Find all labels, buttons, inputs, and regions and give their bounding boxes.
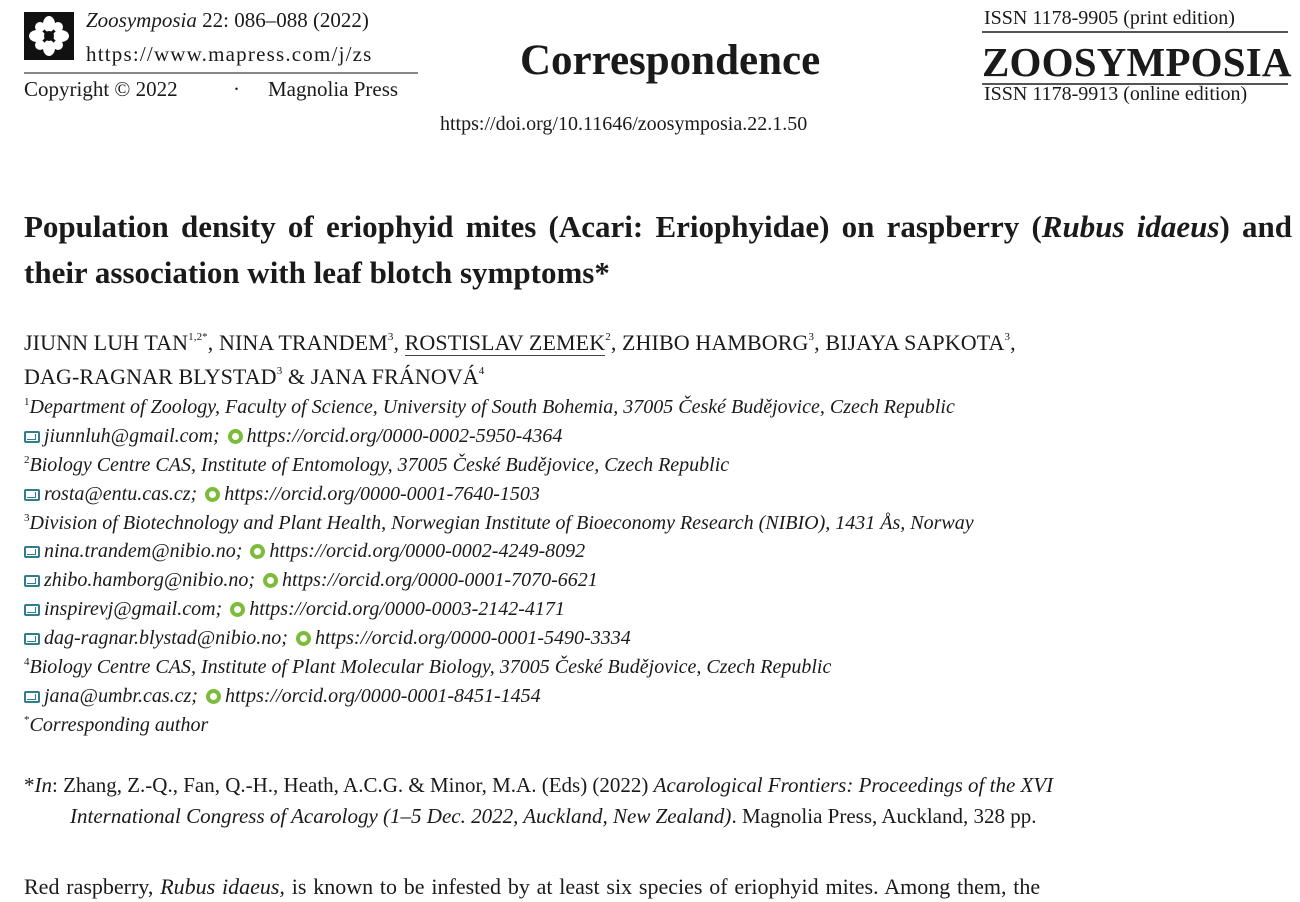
email-link[interactable]: zhibo.hamborg@nibio.no; — [44, 569, 255, 592]
orcid-link[interactable]: https://orcid.org/0000-0001-8451-1454 — [224, 684, 541, 707]
journal-wordmark: ZOOSYMPOSIA — [982, 39, 1292, 85]
affiliation-sup: 2 — [24, 453, 30, 466]
contact-line — [24, 682, 974, 711]
journal-url-link[interactable]: https://www.mapress.com/j/zs — [86, 42, 373, 66]
author-affiliation-sup: 3 — [808, 331, 815, 343]
header-divider-left — [24, 72, 418, 74]
corresponding-author-note — [24, 711, 974, 740]
orcid-icon — [263, 573, 278, 588]
journal-name: Zoosymposia — [86, 8, 197, 32]
affiliation-sup: 1 — [24, 396, 30, 408]
footnote-editors: : Zhang, Z.-Q., Fan, Q.-H., Heath, A.C.G. & Minor, M.A. (Eds) (2022) — [52, 773, 654, 797]
corresponding-text: Corresponding author — [29, 713, 209, 736]
author-list — [24, 326, 1290, 394]
copyright-notice: Copyright © 2022 — [24, 77, 178, 101]
author-name: ZHIBO HAMBORG — [622, 330, 809, 355]
body-text-part-1: Red raspberry, — [24, 874, 161, 899]
journal-logo-icon — [24, 12, 74, 60]
orcid-icon — [206, 689, 221, 704]
author-separator: , — [1010, 330, 1016, 355]
journal-citation — [86, 8, 369, 33]
orcid-icon — [205, 487, 220, 502]
orcid-icon — [230, 602, 245, 617]
author-separator: , — [610, 330, 623, 355]
email-icon — [24, 575, 40, 587]
affiliation-text: Division of Biotechnology and Plant Health, Norwegian Institute of Bioeconomy Research (NIBIO), 1431 Ås, Norway — [29, 511, 974, 534]
author-affiliation-sup: 3 — [276, 365, 283, 377]
affiliation-sup: 4 — [24, 656, 30, 669]
email-icon — [24, 489, 40, 501]
affiliation-3 — [24, 509, 974, 538]
contact-line — [24, 595, 974, 624]
contact-line — [24, 537, 974, 566]
contact-line — [24, 624, 974, 653]
author-name: DAG-RAGNAR BLYSTAD — [24, 364, 277, 389]
email-icon — [24, 633, 40, 645]
publisher-name: Magnolia Press — [268, 77, 399, 101]
author-name-linked[interactable]: ROSTISLAV ZEMEK — [404, 330, 606, 355]
orcid-icon — [296, 631, 311, 646]
volume-pages: 22: 086–088 (2022) — [196, 8, 369, 32]
author-name: NINA TRANDEM — [218, 330, 388, 355]
email-icon — [24, 431, 40, 443]
body-text-part-2: is known to be infested by at least six species of eriophyid mites. Among them, the — [284, 874, 1041, 899]
footnote-line-2 — [24, 801, 1290, 832]
issn-print: ISSN 1178-9905 (print edition) — [984, 7, 1235, 29]
title-italic-species: Rubus idaeus — [1041, 209, 1220, 244]
contact-line — [24, 480, 974, 509]
doi-link[interactable]: https://doi.org/10.11646/zoosymposia.22.1.50 — [440, 113, 808, 135]
email-link[interactable]: rosta@entu.cas.cz; — [44, 482, 198, 505]
article-title — [24, 204, 1292, 296]
orcid-link[interactable]: https://orcid.org/0000-0002-5950-4364 — [246, 424, 563, 447]
header-separator: · — [233, 77, 240, 101]
author-affiliation-sup: 3 — [1004, 331, 1011, 343]
article-section-label: Correspondence — [520, 37, 821, 84]
footnote-proceedings-title-cont: International Congress of Acarology (1–5 Dec. 2022, Auckland, New Zealand) — [70, 804, 732, 828]
author-separator: , — [207, 330, 219, 355]
flower-logo-icon — [24, 12, 74, 60]
issn-online: ISSN 1178-9913 (online edition) — [984, 83, 1248, 105]
author-name: JANA FRÁNOVÁ — [310, 364, 479, 389]
footnote-line-1 — [24, 770, 1290, 801]
email-link[interactable]: dag-ragnar.blystad@nibio.no; — [44, 627, 288, 650]
author-separator: & — [282, 364, 311, 389]
orcid-link[interactable]: https://orcid.org/0000-0002-4249-8092 — [269, 540, 586, 563]
author-affiliation-sup: 4 — [478, 365, 485, 377]
contact-line — [24, 566, 974, 595]
affiliation-text: Biology Centre CAS, Institute of Entomology, 37005 České Budějovice, Czech Republic — [29, 453, 730, 476]
orcid-link[interactable]: https://orcid.org/0000-0001-7070-6621 — [282, 569, 598, 592]
author-affiliation-sup: 3 — [387, 331, 394, 343]
affiliation-4 — [24, 653, 974, 682]
affiliation-text: Department of Zoology, Faculty of Science, University of South Bohemia, 37005 České Budějovice, Czech Republic — [29, 396, 955, 418]
email-link[interactable]: nina.trandem@nibio.no; — [44, 540, 243, 563]
email-icon — [24, 691, 40, 703]
author-separator: , — [814, 330, 826, 355]
body-species-name: Rubus idaeus, — [160, 874, 285, 899]
proceedings-footnote — [24, 770, 1290, 832]
header-divider-right-top — [982, 31, 1288, 33]
affiliation-1 — [24, 393, 974, 422]
corresponding-sup: * — [24, 713, 30, 726]
affiliation-2 — [24, 451, 974, 480]
footnote-publisher-info: . Magnolia Press, Auckland, 328 pp. — [731, 804, 1037, 828]
orcid-icon — [250, 544, 265, 559]
email-icon — [24, 604, 40, 616]
footnote-proceedings-title: Acarological Frontiers: Proceedings of the XVI — [653, 773, 1054, 797]
footnote-in-label: In — [34, 773, 52, 797]
author-name: BIJAYA SAPKOTA — [825, 330, 1005, 355]
author-affiliation-sup: 1,2* — [188, 331, 208, 343]
body-paragraph — [24, 871, 1290, 902]
orcid-icon — [228, 429, 243, 444]
email-link[interactable]: jiunnluh@gmail.com; — [44, 424, 220, 447]
contact-line — [24, 422, 974, 451]
orcid-link[interactable]: https://orcid.org/0000-0003-2142-4171 — [249, 598, 565, 621]
email-icon — [24, 546, 40, 558]
author-line-1 — [24, 326, 1290, 360]
orcid-link[interactable]: https://orcid.org/0000-0001-5490-3334 — [314, 627, 631, 650]
email-link[interactable]: jana@umbr.cas.cz; — [44, 684, 198, 707]
email-link[interactable]: inspirevj@gmail.com; — [44, 598, 223, 621]
author-line-2 — [24, 360, 1290, 394]
author-name: JIUNN LUH TAN — [24, 330, 189, 355]
title-part-1: Population density of eriophyid mites (Acari: Eriophyidae) on raspberry ( — [24, 209, 1042, 244]
title-part-2: ) and their association with leaf blotch symptoms* — [24, 209, 1293, 290]
author-affiliation-sup: 2 — [605, 331, 611, 343]
affiliation-sup: 3 — [24, 511, 30, 524]
orcid-link[interactable]: https://orcid.org/0000-0001-7640-1503 — [224, 482, 540, 505]
author-separator: , — [393, 330, 405, 355]
affiliations — [24, 393, 974, 740]
affiliation-text: Biology Centre CAS, Institute of Plant Molecular Biology, 37005 České Budějovice, Czech Republic — [29, 656, 832, 679]
footnote-marker: * — [24, 773, 35, 797]
